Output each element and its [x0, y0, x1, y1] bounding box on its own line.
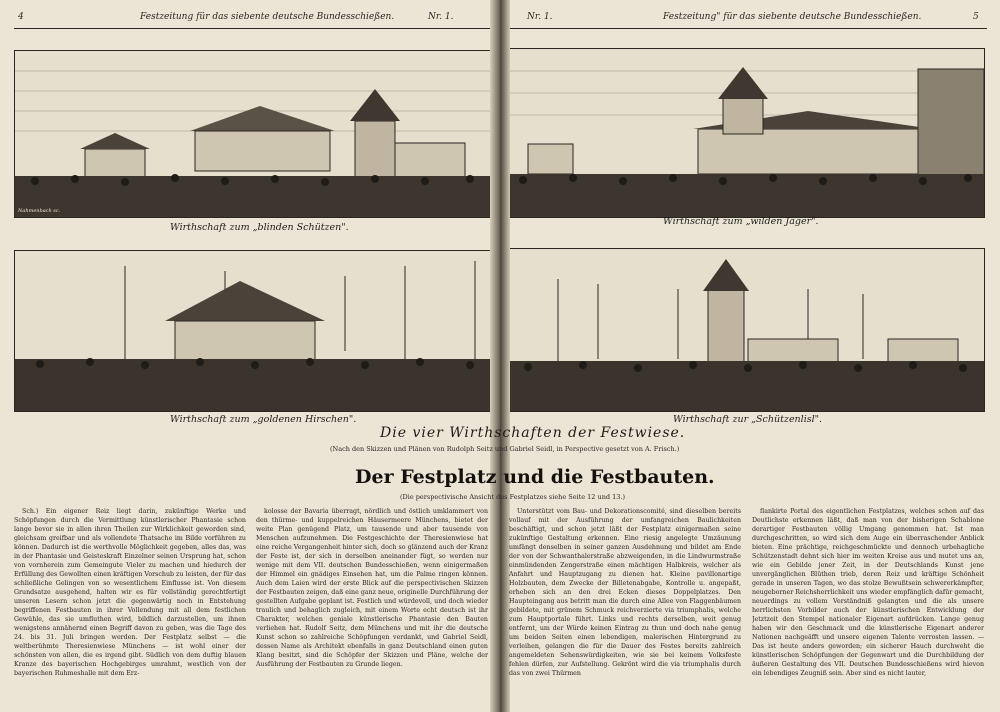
caption-goldenen-hirschen: Wirthschaft zum „goldenen Hirschen". [170, 414, 357, 425]
right-page-number: 5 [973, 12, 979, 22]
section-note: (Die perspectivische Ansicht des Festplatzes siehe Seite 12 und 13.) [400, 493, 625, 501]
engraving-schuetzenlisl [508, 249, 984, 411]
text-column-1 [14, 507, 246, 707]
text-column-4 [752, 507, 984, 707]
column-1-text: Sch.) Ein eigener Reiz liegt darin, zukünftige Werke und Schöpfungen durch die Vermittlung künstlerischer Phantasie schon lange bevor sie in allen ihren Theilen zur Wirklichkeit geworden sind, gleichsam greifbar und als vollendete Thatsache im Bilde vorführen zu können. Dadurch ist die werthvolle Möglichkeit gegeben, alles das, was in der Phantasie und Geisteskraft Einzelner seinen Ursprung hat, schon von vornherein zum Gemeingute Vieler zu machen und hiedurch der Erfüllung des Gewollten einen kräftigen Vorschub zu leisten, der für das schließliche Gelingen von so wesentlichem Einflusse ist. Von diesem Grundsatze ausgehend, halten wir es für vollständig gerechtfertigt unseren Lesern schon jetzt die gegenwärtig noch in Entstehung begriffenen Festbauten in ihrer Vollendung mit all dem festlichen Gewühle, das sie umfluthen wird, bildlich darzustellen, um ihnen wenigstens annähernd einen Begriff davon zu geben, was die Tage des 24. bis 31. Juli bringen werden. Der Festplatz selbst — die weltberühmte Theresienwiese Münchens — ist wohl einer der schönsten von allen, die es irgend gibt. Südlich von dem duftig blauen Kranze des bayerischen Hochgebirges umrahmt, westlich von der bayerischen Ruhmeshalle mit dem Erz- [14, 508, 246, 677]
right-header-rule [509, 28, 987, 29]
caption-blinden-schuetzen: Wirthschaft zum „blinden Schützen". [170, 222, 349, 233]
section-title: Der Festplatz und die Festbauten. [355, 466, 715, 488]
left-page-number: 4 [18, 12, 24, 22]
main-title: Die vier Wirthschaften der Festwiese. [380, 425, 686, 441]
left-issue-number: Nr. 1. [428, 12, 454, 22]
illustration-blinden-schuetzen [14, 50, 492, 218]
right-issue-number: Nr. 1. [527, 12, 553, 22]
engraving-goldenen-hirschen [15, 251, 491, 411]
illustration-goldenen-hirschen [14, 250, 492, 412]
column-4-text: flankirte Portal des eigentlichen Festplatzes, welches schon auf das Deutlichste erkennen läßt, daß man von der bisherigen Schablone derartiger Festbauten völlig Umgang genommen hat. Ist man durchgeschritten, so wird sich dem Auge ein überraschender Anblick bieten. Eine prächtige, reichgeschmückte und dennoch urbehagliche Schützenstadt dehnt sich hier im weiten Kreise aus und mutet uns an, wie ein Gebilde jener Zeit, in der Deutschlands Kunst jene unvergänglichen Blüthen trieb, deren Reiz und kräftige Schönheit gerade in unseren Tagen, wo das stolze Bewußtsein schwererkämpfter, neugeborner Reichsherrlichkeit uns wieder empfänglich dafür gemacht, neuerdings zu vollem Verständniß gelangten und die als unsere herrlichsten Vorbilder auch der künstlerischen Entwicklung der Jetztzeit den Stempel nationaler Eigenart aufdrücken. Lange genug haben wir den Geschmack und die künstlerische Eigenart anderer Nationen nachgeäfft und unsere eigenen Talente verrosten lassen. — Das ist heute anders geworden; ein sicherer Hauch durchweht die künstlerischen Schöpfungen der Gegenwart und die Durchbildung der äußeren Gestaltung des VII. Deutschen Bundesschießens wird hievon ein lebendiges Zeugniß sein. Aber sind es nicht lauter, [752, 508, 984, 677]
left-header-title: Festzeitung für das siebente deutsche Bundesschießen. [140, 12, 395, 22]
column-3-text: Unterstützt vom Bau- und Dekorationscomité, sind dieselben bereits vollauf mit der Ausführung der umfangreichen Baulichkeiten beschäftigt, und schon jetzt läßt der Festplatz einigermaßen seine zukünftige Gestaltung erkennen. Eine riesig angelegte Umzäunung umfängt denselben in seiner ganzen Ausdehnung und bildet am Ende der von der Schwanthalerstraße abzweigenden, in die Lindwurmstraße einmündenden Zengerstraße einen mächtigen Halbkreis, welcher als Anfahrt und Hauptzugang zu dienen hat. Kleine pavillonartige Holzbauten, dem Zwecke der Billetenabgabe, Kontrolle u. angepaßt, erheben sich an den drei Ecken dieses Doppelplatzes. Den Haupteingang aus betritt man die durch eine Allee von Flaggenbäumen gebildete, mit grünem Schmuck reichverzierte via triumphalis, welche zum Hauptportale führt. Links und rechts derselben, weit genug entfernt, um der Würde keinen Eintrag zu thun und doch nahe genug um beiden Seiten einen lebendigen, malerischen Hintergrund zu verleihen, gelangen die für die Dauer des Festes bereits zahlreich angemeldeten Sehenswürdigkeiten, wie sie bei keinem Volksfeste fehlen dürfen, zur Aufstellung. Gekrönt wird die via triumphalis durch das von zwei Thürmen [509, 508, 741, 677]
main-subnote: (Nach den Skizzen und Plänen von Rudolph Seitz und Gabriel Seidl, in Perspective gesetzt von A. Frisch.) [330, 445, 680, 453]
engraver-signature: Nahmenbach sc. [18, 208, 61, 214]
column-2-text: kolosse der Bavaria überragt, nördlich und östlich umklammert von den thürme- und kuppelreichen Häusermeere Münchens, bietet der weite Plan genügend Platz, um tausende und aber tausende von Menschen aufzunehmen. Die Festgeschichte der Theresienwiese hat eine reiche Vergangenheit hinter sich, doch so glänzend auch der Kranz der Feste ist, der sich in derselben aneinander fügt, so werden nur wenige mit dem VII. deutschen Bundesschießen, wenn einigermaßen der Himmel ein gnädiges Einsehen hat, um die Palme ringen können. Auch dem Laien wird der erste Blick auf die perspectivischen Skizzen der Festbauten zeigen, daß eine ganz neue, originelle Durchführung der gestellten Aufgabe geplant ist. Festlich und würdevoll, und doch wieder traulich und behaglich zugleich, mit einem Worte echt deutsch ist ihr Charakter, welchen geniale künstlerische Phantasie den Bauten verliehen hat. Rudolf Seitz, dem Münchens und mit ihr die deutsche Kunst schon so zahlreiche Schöpfungen verdankt, und Gabriel Seidl, dessen Name als Architekt ebenfalls in ganz Deutschland einen guten Klang besitzt, sind die Schöpfer der Skizzen und Pläne, welche der Ausführung der Festbauten zu Grunde liegen. [256, 508, 488, 668]
right-header-title: Festzeitung" für das siebente deutsche Bundesschießen. [663, 12, 922, 22]
caption-schuetzenlisl: Wirthschaft zur „Schützenlisl". [673, 414, 823, 425]
text-column-3 [509, 507, 741, 707]
left-header-rule [14, 28, 490, 29]
engraving-blinden-schuetzen [15, 51, 491, 217]
illustration-schuetzenlisl [507, 248, 985, 412]
engraving-wilden-jaeger [508, 49, 984, 217]
text-column-2 [256, 507, 488, 707]
illustration-wilden-jaeger [507, 48, 985, 218]
binding-gutter [490, 0, 510, 712]
caption-wilden-jaeger: Wirthschaft zum „wilden Jäger". [663, 216, 819, 227]
